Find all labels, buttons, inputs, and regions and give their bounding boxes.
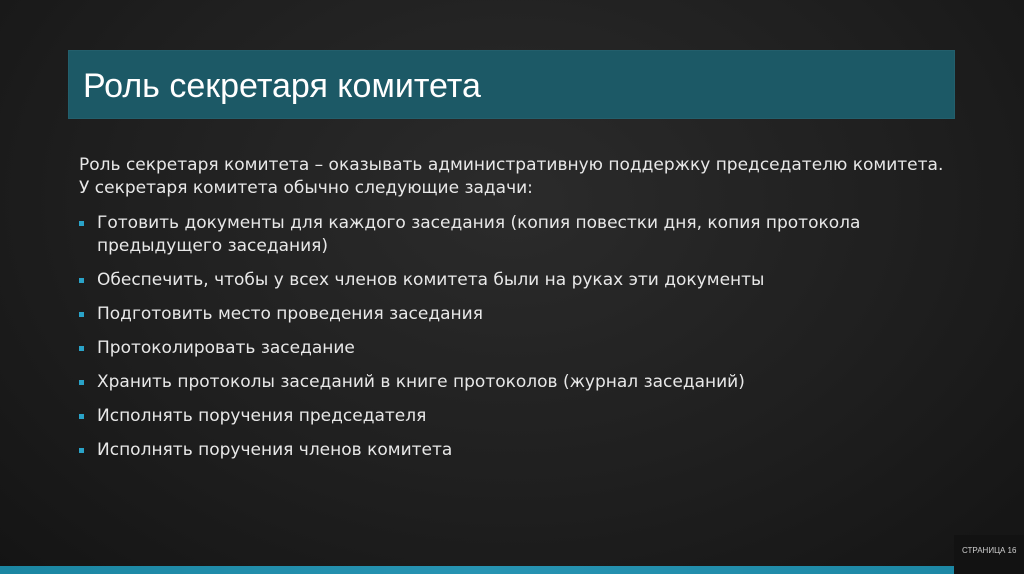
list-item	[79, 371, 959, 394]
list-item	[79, 212, 959, 258]
bullet-text: Готовить документы для каждого заседания (копия повестки дня, копия протокола предыдущего заседания)	[97, 213, 861, 256]
slide-title: Роль секретаря комитета	[83, 67, 481, 105]
bullet-text: Обеспечить, чтобы у всех членов комитета были на руках эти документы	[97, 270, 765, 290]
bottom-accent-bar	[0, 566, 954, 574]
list-item	[79, 303, 959, 326]
list-item	[79, 337, 959, 360]
bullet-text: Исполнять поручения членов комитета	[97, 440, 453, 460]
slide-body	[79, 154, 959, 473]
page-number: СТРАНИЦА 16	[962, 546, 1017, 555]
square-bullet-icon	[79, 414, 84, 419]
bullet-text: Подготовить место проведения заседания	[97, 304, 483, 324]
title-bar	[68, 50, 955, 119]
list-item	[79, 439, 959, 462]
square-bullet-icon	[79, 221, 84, 226]
square-bullet-icon	[79, 380, 84, 385]
list-item	[79, 405, 959, 428]
square-bullet-icon	[79, 448, 84, 453]
page-number-box	[954, 535, 1024, 574]
list-item	[79, 269, 959, 292]
bullet-list	[79, 212, 959, 462]
square-bullet-icon	[79, 312, 84, 317]
bullet-text: Исполнять поручения председателя	[97, 406, 427, 426]
bullet-text: Протоколировать заседание	[97, 338, 355, 358]
square-bullet-icon	[79, 278, 84, 283]
bullet-text: Хранить протоколы заседаний в книге протоколов (журнал заседаний)	[97, 372, 745, 392]
intro-paragraph: Роль секретаря комитета – оказывать административную поддержку председателю комитета. У секретаря комитета обычно следующие задачи:	[79, 155, 944, 198]
square-bullet-icon	[79, 346, 84, 351]
